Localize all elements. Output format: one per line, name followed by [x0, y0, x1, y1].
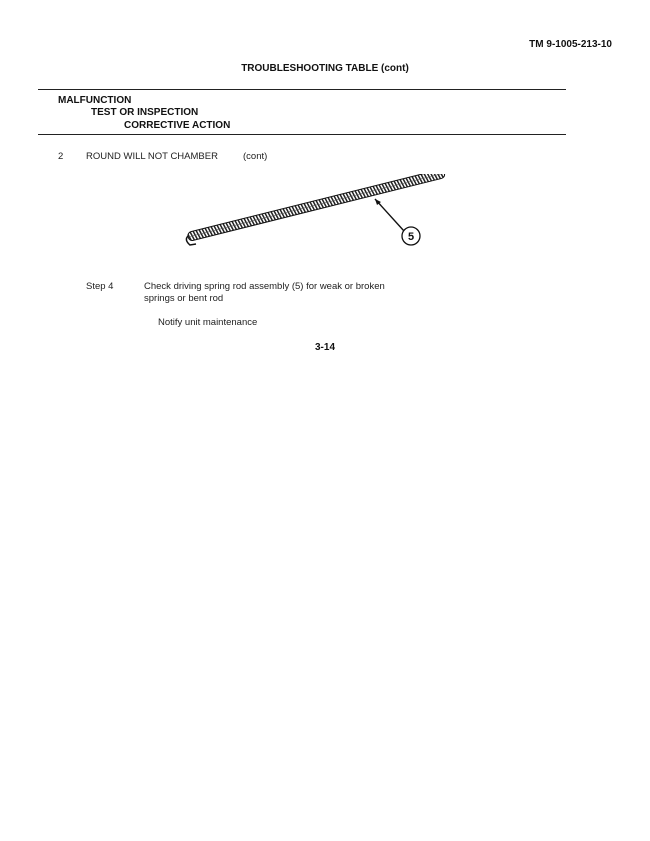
page-number: 3-14 — [314, 342, 335, 353]
header-malfunction: MALFUNCTION — [58, 95, 132, 106]
callout-number: 5 — [407, 231, 415, 243]
header-bottom-rule — [38, 134, 566, 135]
step-text-line2: springs or bent rod — [144, 293, 224, 304]
table-title: TROUBLESHOOTING TABLE (cont) — [241, 63, 409, 74]
malfunction-title: ROUND WILL NOT CHAMBER — [86, 151, 218, 162]
step-text-line1: Check driving spring rod assembly (5) for weak or broken — [144, 281, 385, 292]
corrective-action-text: Notify unit maintenance — [158, 317, 258, 328]
step-label: Step 4 — [86, 281, 114, 292]
header-top-rule — [38, 89, 566, 90]
driving-spring-rod-assembly-illustration — [182, 174, 457, 254]
header-test-or-inspection: TEST OR INSPECTION — [91, 107, 199, 118]
callout-leader-line — [375, 199, 404, 231]
document-id: TM 9-1005-213-10 — [529, 39, 612, 50]
malfunction-number: 2 — [58, 151, 64, 162]
malfunction-cont: (cont) — [243, 151, 268, 162]
header-corrective-action: CORRECTIVE ACTION — [124, 120, 231, 131]
